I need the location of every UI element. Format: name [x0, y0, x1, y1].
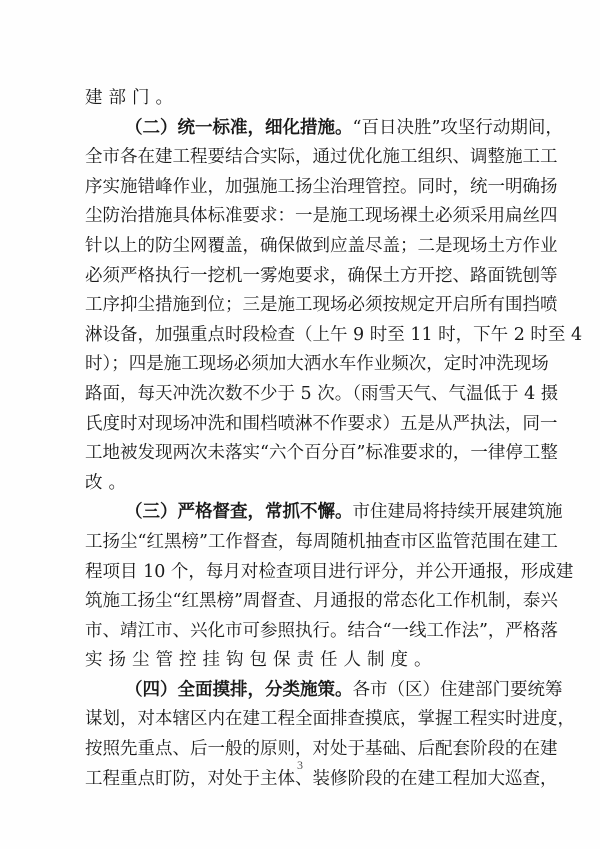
line-text: 工地被发现两次未落实“六个百分百”标准要求的，一律停工整	[85, 443, 558, 464]
page-number: 3	[297, 758, 303, 772]
text-line	[85, 469, 521, 499]
line-text: 必须严格执行一挖机一雾炮要求，确保土方开挖、路面铣刨等	[85, 265, 558, 286]
line-text: 按照先重点、后一般的原则，对处于基础、后配套阶段的在建	[85, 739, 558, 760]
line-text: 建部门。	[85, 88, 179, 108]
section-heading-3: （三）严格督查，常抓不懈。	[125, 502, 353, 523]
line-text: 筑施工扬尘“红黑榜”周督查、月通报的常态化工作机制，泰兴	[85, 591, 558, 612]
text-line	[85, 143, 558, 173]
section-heading-2: （二）统一标准，细化措施。	[125, 117, 353, 138]
line-text: 各市（区）住建部门要统筹	[352, 679, 563, 700]
line-text: 路面，每天冲洗次数不少于 5 次。（雨雪天气、气温低于 4 摄	[85, 383, 559, 404]
text-line	[85, 439, 558, 469]
line-text: 实扬尘管控挂钩包保责任人制度。	[85, 650, 438, 671]
text-line	[85, 705, 575, 735]
text-line	[85, 350, 549, 380]
line-text: 序实施错峰作业，加强施工扬尘治理管控。同时，统一明确扬	[85, 176, 558, 197]
line-text: 尘防治措施具体标准要求：一是施工现场裸土必须采用扁丝四	[85, 206, 558, 227]
line-text: 改。	[85, 472, 132, 493]
line-text: 全市各在建工程要结合实际，通过优化施工组织、调整施工工	[85, 147, 558, 168]
text-line	[85, 262, 558, 292]
line-text: “百日决胜”攻坚行动期间，	[352, 117, 563, 138]
section-heading-line	[85, 676, 563, 706]
line-text: 氏度时对现场冲洗和围档喷淋不作要求）五是从严执法，同一	[85, 413, 558, 434]
text-line	[85, 202, 558, 232]
section-heading-line	[85, 114, 563, 144]
text-line	[85, 558, 574, 588]
text-line	[85, 173, 558, 203]
text-line	[85, 587, 558, 617]
line-text: 工序抑尘措施到位；三是施工现场必须按规定开启所有围挡喷	[85, 295, 558, 316]
section-heading-line	[85, 498, 563, 528]
line-text: 程项目 10 个，每月对检查项目进行评分，并公开通报，形成建	[85, 561, 574, 582]
line-text: 市住建局将持续开展建筑施	[352, 502, 563, 523]
line-text: 工扬尘“红黑榜”工作督查，每周随机抽查市区监管范围在建工	[85, 531, 558, 552]
text-line	[85, 528, 558, 558]
line-text: 淋设备，加强重点时段检查（上午 9 时至 11 时，下午 2 时至 4	[85, 324, 583, 345]
text-line	[85, 321, 583, 351]
text-line	[85, 617, 558, 647]
text-line	[85, 84, 521, 114]
text-line	[85, 232, 558, 262]
text-line	[85, 646, 521, 676]
line-text: 针以上的防尘网覆盖，确保做到应盖尽盖；二是现场土方作业	[85, 235, 558, 256]
line-text: 谋划，对本辖区内在建工程全面排查摸底，掌握工程实时进度，	[85, 709, 575, 730]
line-text: 时）；四是施工现场必须加大洒水车作业频次，定时冲洗现场	[85, 354, 549, 375]
text-line	[85, 380, 559, 410]
text-line	[85, 291, 558, 321]
line-text: 工程重点盯防，对处于主体、装修阶段的在建工程加大巡查，	[85, 768, 558, 789]
text-line	[85, 410, 558, 440]
line-text: 市、靖江市、兴化市可参照执行。结合“一线工作法”，严格落	[85, 620, 558, 641]
document-body	[85, 84, 583, 794]
section-heading-4: （四）全面摸排，分类施策。	[125, 679, 353, 700]
